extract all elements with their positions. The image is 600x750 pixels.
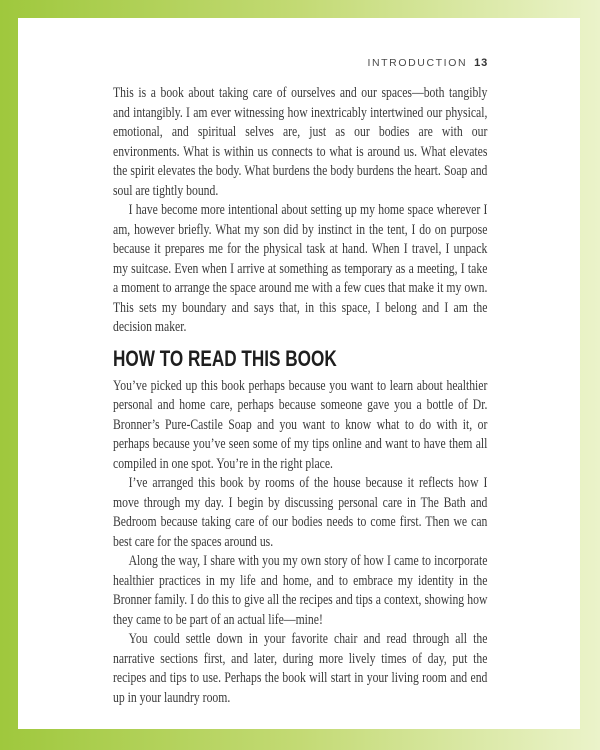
body-paragraph: I have become more intentional about setting up my home space wherever I am, however briefly. What my son did by instinct in the tent, I do on purpose because it prepares me for the physical task at hand. When I travel, I unpack my suitcase. Even when I arrive at something as temporary as a meeting, I take a moment to arrange the space around me with a few cues that make it my own. This sets my boundary and says that, in this space, I belong and I am the decision maker. bbox=[113, 202, 488, 335]
running-header bbox=[113, 57, 488, 70]
page-content bbox=[18, 18, 580, 708]
body-paragraph: You’ve picked up this book perhaps because you want to learn about healthier personal and home care, perhaps because someone gave you a bottle of Dr. Bronner’s Pure-Castile Soap and you want to know what to do with it, or perhaps because you’ve seen some of my tips online and want to have them all compiled in one spot. You’re in the right place. bbox=[113, 377, 488, 472]
body-paragraph: You could settle down in your favorite chair and read through all the narrative sections first, and later, during more lively times of day, put the recipes and tips to use. Perhaps the book will start in your living room and end up in your laundry room. bbox=[113, 631, 488, 706]
book-page bbox=[18, 18, 580, 729]
body-paragraph: I’ve arranged this book by rooms of the house because it reflects how I move through my day. I begin by discussing personal care in The Bath and Bedroom because taking care of our bodies needs to come first. Then we can best care for the spaces around us. bbox=[113, 475, 488, 550]
body-text bbox=[113, 84, 487, 708]
running-header-section: INTRODUCTION bbox=[367, 57, 468, 69]
running-header-page-number: 13 bbox=[474, 57, 488, 69]
section-heading: HOW TO READ THIS BOOK bbox=[113, 345, 337, 371]
body-paragraph: This is a book about taking care of ourselves and our spaces—both tangibly and intangibly. I am ever witnessing how inextricably intertwined our physical, emotional, and spiritual selves are, just as our bodies are with our environments. What is within us connects to what is around us. What elevates the spirit elevates the body. What burdens the body burdens the heart. Soap and soul are tightly bound. bbox=[113, 85, 488, 199]
body-paragraph: Along the way, I share with you my own story of how I came to incorporate healthier practices in my life and home, and to embrace my identity in the Bronner family. I do this to give all the recipes and tips a context, showing how they came to be part of an actual life—mine! bbox=[113, 553, 488, 628]
